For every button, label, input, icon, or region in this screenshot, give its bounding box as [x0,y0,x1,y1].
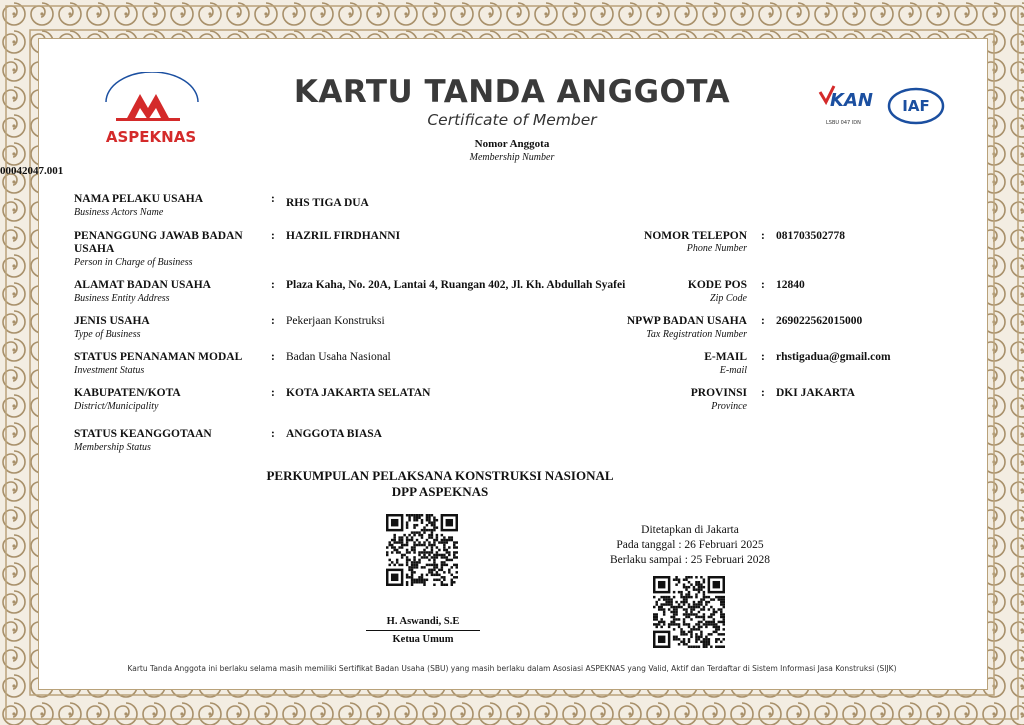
pj-value: HAZRIL FIRDHANNI [286,230,401,242]
colon: : [271,279,275,291]
jenis-label: JENIS USAHA [74,315,150,327]
colon: : [761,387,765,399]
provinsi-sublabel: Province [711,401,747,412]
colon: : [761,279,765,291]
status-modal-value: Badan Usaha Nasional [286,351,391,363]
keanggotaan-sublabel: Membership Status [74,442,151,453]
qr-code-verification [653,576,725,648]
iaf-logo: IAF [902,97,930,115]
jenis-value: Pekerjaan Konstruksi [286,315,385,327]
colon: : [271,193,275,205]
organization-name: PERKUMPULAN PELAKSANA KONSTRUKSI NASIONAL [266,468,614,483]
issue-date: Pada tanggal : 26 Februari 2025 [616,539,764,551]
signatory-title: Ketua Umum [392,634,454,645]
colon: : [271,351,275,363]
kan-logo: KAN [830,90,873,111]
colon: : [271,428,275,440]
membership-number-value: 00042047.001 [0,165,64,177]
alamat-value: Plaza Kaha, No. 20A, Lantai 4, Ruangan 402, Jl. Kh. Abdullah Syafei [286,279,626,291]
email-sublabel: E-mail [719,365,747,376]
membership-number-label: Nomor Anggota [474,138,550,150]
membership-number-block [0,137,1024,177]
issue-place: Ditetapkan di Jakarta [641,524,739,536]
signatory-name: H. Aswandi, S.E [386,616,460,627]
kabupaten-label: KABUPATEN/KOTA [74,387,181,399]
colon: : [761,230,765,242]
aspeknas-logo-text: ASPEKNAS [105,128,197,146]
colon: : [761,315,765,327]
footer-note: Kartu Tanda Anggota ini berlaku selama masih memiliki Sertifikat Badan Usaha (SBU) yang masih berlaku dalam Asosiasi ASPEKNAS yang Valid, Aktif dan Terdaftar di Sistem Informasi Jasa Konstruksi (SIJK) [127,664,897,673]
email-value: rhstigadua@gmail.com [776,351,891,363]
issue-dates [590,523,790,568]
card-title: KARTU TANDA ANGGOTA [293,74,731,110]
nama-sublabel: Business Actors Name [74,207,164,218]
jenis-sublabel: Type of Business [74,329,141,340]
status-modal-label: STATUS PENANAMAN MODAL [74,351,243,363]
alamat-label: ALAMAT BADAN USAHA [74,279,211,291]
signature-line [366,630,480,631]
npwp-value: 269022562015000 [776,315,863,327]
organization-unit: DPP ASPEKNAS [391,484,489,499]
colon: : [271,315,275,327]
colon: : [271,387,275,399]
telepon-sublabel: Phone Number [686,243,747,254]
keanggotaan-label: STATUS KEANGGOTAAN [74,428,212,440]
qr-code-signature [386,514,458,586]
pj-label-line1: PENANGGUNG JAWAB BADAN [74,230,243,242]
kodepos-label: KODE POS [687,279,747,291]
npwp-label: NPWP BADAN USAHA [626,315,747,327]
npwp-sublabel: Tax Registration Number [646,329,747,340]
email-label: E-MAIL [704,351,747,363]
provinsi-label: PROVINSI [690,387,747,399]
pj-label-line2: USAHA [74,243,115,255]
colon: : [271,230,275,242]
membership-number-sublabel: Membership Number [469,152,555,163]
kabupaten-sublabel: District/Municipality [74,401,159,412]
telepon-label: NOMOR TELEPON [644,230,747,242]
kodepos-value: 12840 [776,279,805,291]
status-modal-sublabel: Investment Status [74,365,145,376]
nama-label: NAMA PELAKU USAHA [74,193,204,205]
kan-sub: LSBU 047 IDN [826,120,861,126]
provinsi-value: DKI JAKARTA [776,387,855,399]
valid-until: Berlaku sampai : 25 Februari 2028 [609,554,770,566]
colon: : [761,351,765,363]
kodepos-sublabel: Zip Code [710,293,747,304]
kabupaten-value: KOTA JAKARTA SELATAN [286,387,431,399]
nama-value: RHS TIGA DUA [286,197,369,209]
card-subtitle: Certificate of Member [427,111,597,129]
pj-sublabel: Person in Charge of Business [74,257,193,268]
keanggotaan-value: ANGGOTA BIASA [286,428,382,440]
telepon-value: 081703502778 [776,230,845,242]
alamat-sublabel: Business Entity Address [74,293,170,304]
